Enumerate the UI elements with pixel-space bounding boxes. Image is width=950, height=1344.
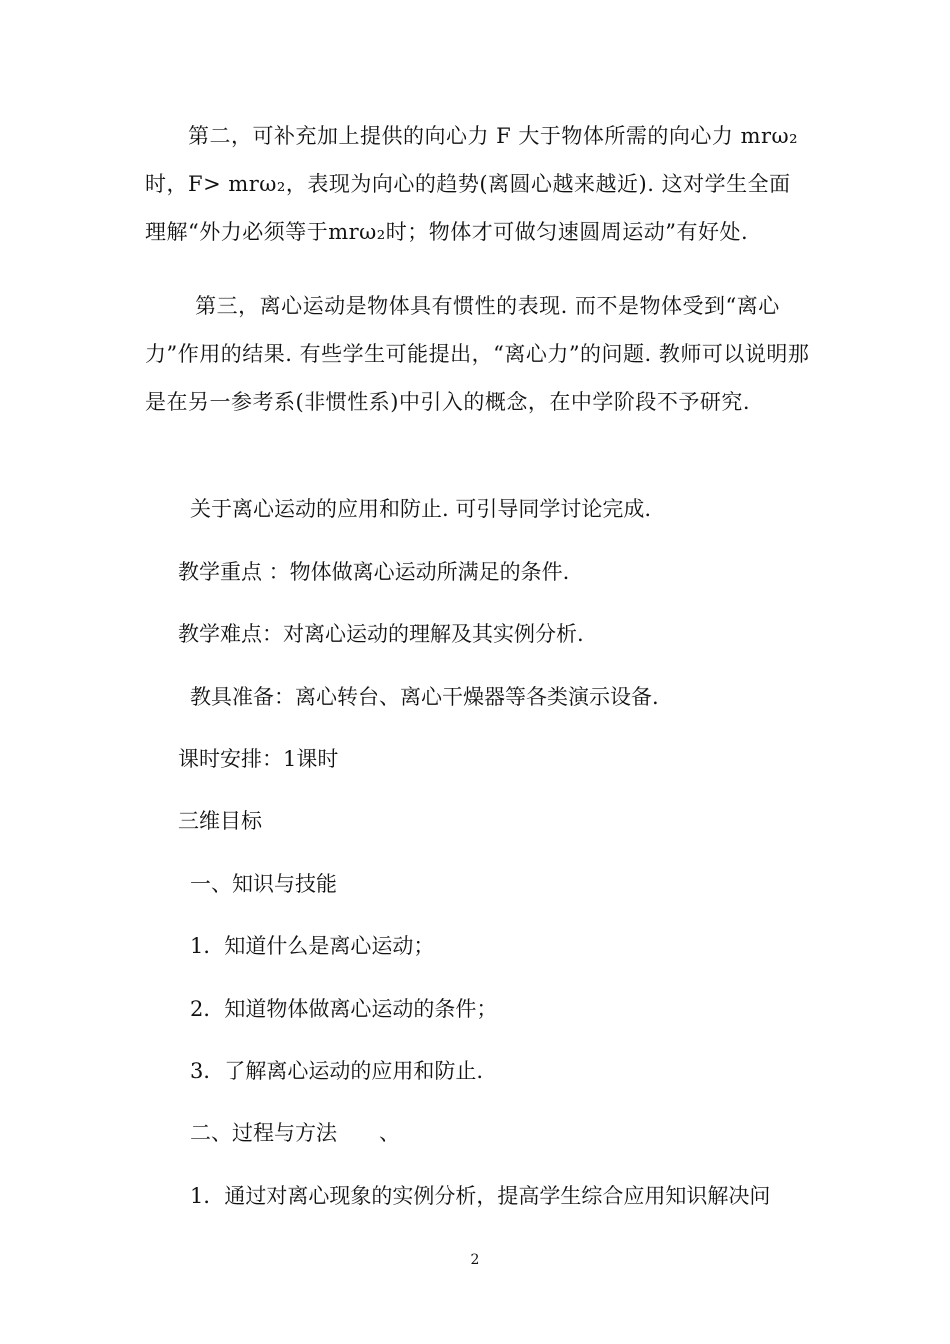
page-number: 2 xyxy=(470,1252,480,1268)
line-teaching-focus: 教学重点 ：物体做离心运动所满足的条件. xyxy=(178,560,570,584)
list-item-1: 1．知道什么是离心运动； xyxy=(190,934,435,958)
paragraph-second-point: 第二，可补充加上提供的向心力 F 大于物体所需的向心力 mrω₂时，F> mrω₂，表现为向心的趋势(离圆心越来越近). 这对学生全面理解“外力必须等于mrω₂时；物体才可做匀速圆周运动”有好处. xyxy=(145,124,799,244)
list-item-process-1: 1．通过对离心现象的实例分析，提高学生综合应用知识解决问 xyxy=(190,1184,771,1208)
paragraph-third-point: 第三，离心运动是物体具有惯性的表现. 而不是物体受到“离心力”作用的结果. 有些学生可能提出，“离心力”的问题. 教师可以说明那是在另一参考系(非惯性系)中引入的概念，在中学阶段不予研究. xyxy=(145,294,810,414)
line-application-prevention: 关于离心运动的应用和防止. 可引导同学讨论完成. xyxy=(190,497,652,521)
line-teaching-difficulty: 教学难点：对离心运动的理解及其实例分析. xyxy=(178,622,584,646)
heading-process-methods: 二、过程与方法 、 xyxy=(190,1121,400,1145)
list-item-3: 3．了解离心运动的应用和防止. xyxy=(190,1059,484,1083)
line-teaching-equipment: 教具准备：离心转台、离心干燥器等各类演示设备. xyxy=(190,685,659,709)
line-class-schedule: 课时安排：1课时 xyxy=(178,747,339,771)
line-three-dimensional-goals: 三维目标 xyxy=(178,809,262,833)
heading-knowledge-skills: 一、知识与技能 xyxy=(190,872,337,896)
list-item-2: 2．知道物体做离心运动的条件； xyxy=(190,997,498,1021)
